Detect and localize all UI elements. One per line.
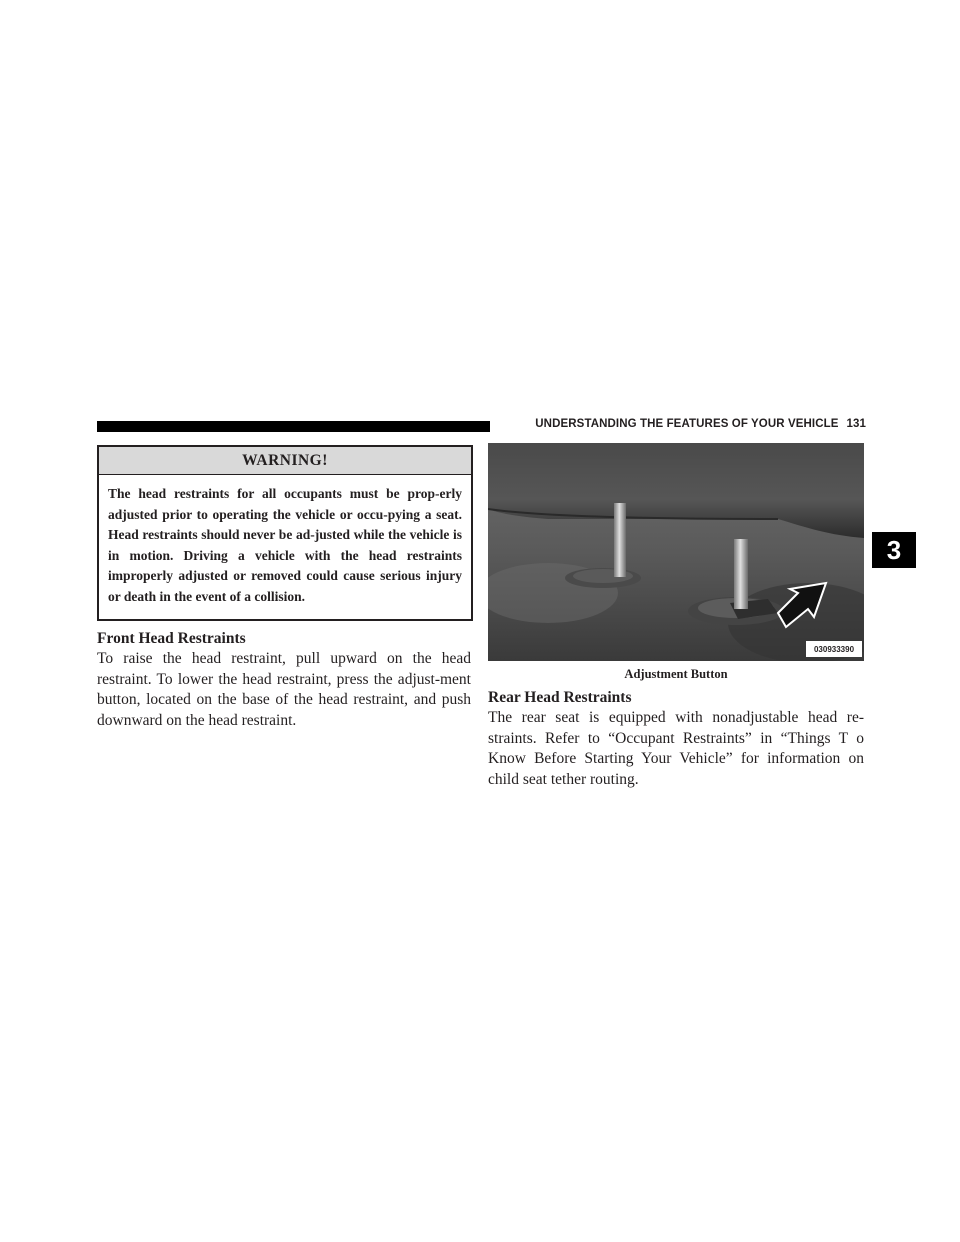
figure-caption: Adjustment Button xyxy=(624,667,728,681)
running-header xyxy=(500,418,866,430)
image-code: 030933390 xyxy=(813,645,855,654)
rear-head-restraints-section xyxy=(488,688,864,790)
section-body: To raise the head restraint, pull upward on the head restraint. To lower the head restraint, press the adjust-ment button, located on the base of the head restraint, and push downward on the head restraint. xyxy=(97,650,471,729)
section-heading: Front Head Restraints xyxy=(97,630,246,647)
page-number: 131 xyxy=(846,418,866,430)
warning-box xyxy=(97,445,473,621)
front-head-restraints-section xyxy=(97,629,471,731)
header-rule xyxy=(97,421,490,432)
header-title: UNDERSTANDING THE FEATURES OF YOUR VEHICLE xyxy=(535,418,839,430)
section-heading: Rear Head Restraints xyxy=(488,689,632,706)
warning-text: The head restraints for all occupants must be prop-erly adjusted prior to operating the vehicle or occu-pying a seat. Head restraints should never be ad-justed while the vehicle is in motion. Driving a vehicle with the head restraints improperly adjusted or removed could cause serious injury or death in the event of a collision. xyxy=(108,486,462,604)
warning-heading: WARNING! xyxy=(99,447,471,475)
section-body: The rear seat is equipped with nonadjustable head re-straints. Refer to “Occupant Restraints” in “Things T o Know Before Starting Your Vehicle” for information on child seat tether routing. xyxy=(488,709,864,788)
chapter-tab: 3 xyxy=(872,532,916,568)
head-restraint-photo xyxy=(488,443,864,661)
